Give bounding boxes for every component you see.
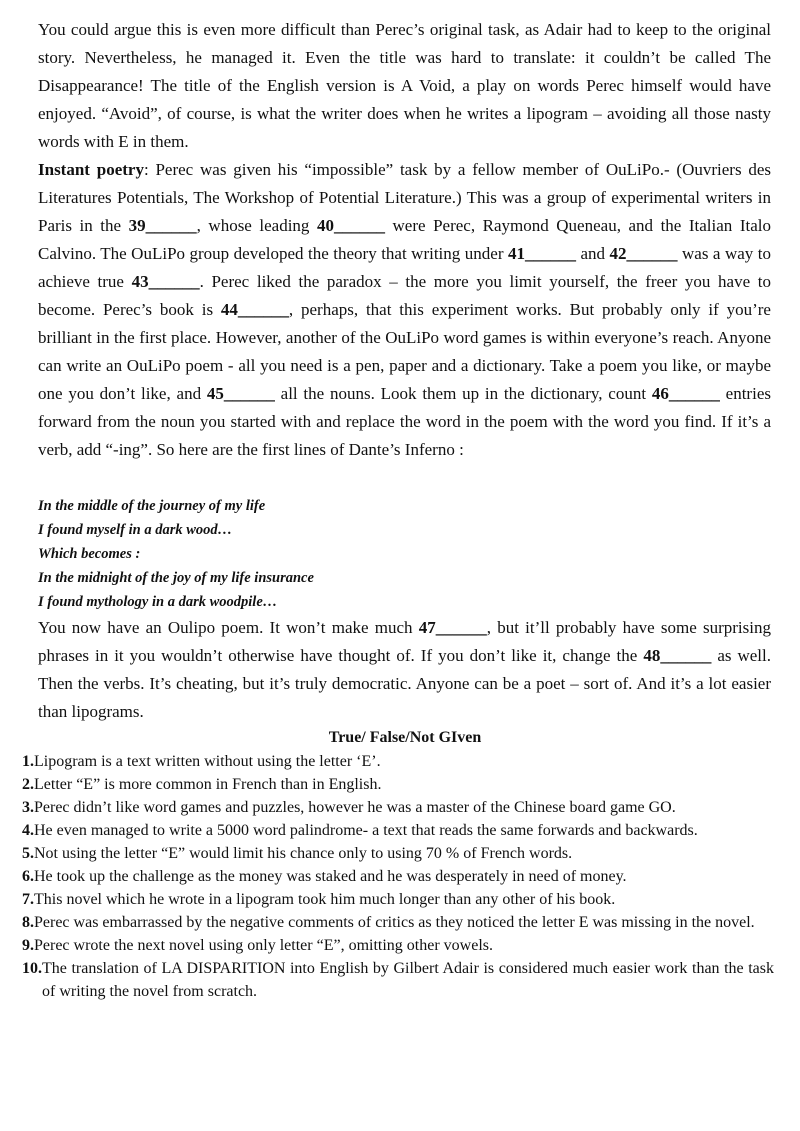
text-segment: , but it’ll probably have some surprising phrases in it you wouldn’t otherwise have thought of. If you don’t like it, change the — [38, 618, 771, 665]
question-text: Letter “E” is more common in French than in English. — [34, 776, 382, 793]
text-segment: . Perec liked the paradox – the more you limit yourself, the freer you have to become. Perec’s book is — [38, 272, 771, 319]
question-text: Perec wrote the next novel using only letter “E”, omitting other vowels. — [34, 937, 493, 954]
blank-47[interactable]: 47______ — [418, 618, 487, 637]
question-number: 1. — [22, 753, 34, 770]
poem-line: I found myself in a dark wood… — [38, 522, 233, 538]
blank-39[interactable]: 39______ — [128, 216, 197, 235]
question-text: Perec didn’t like word games and puzzles, however he was a master of the Chinese board game GO. — [34, 799, 676, 816]
section-title: True/ False/Not GIven — [328, 729, 482, 746]
question-number: 8. — [22, 914, 34, 931]
question-text: This novel which he wrote in a lipogram took him much longer than any other of his book. — [34, 891, 616, 908]
question-item[interactable] — [22, 750, 774, 773]
question-item[interactable] — [22, 842, 774, 865]
question-text: Lipogram is a text written without using the letter ‘E’. — [34, 753, 381, 770]
question-item[interactable] — [22, 911, 774, 934]
question-item[interactable] — [22, 819, 774, 842]
paragraph-instant-poetry — [38, 156, 771, 464]
question-item[interactable] — [22, 934, 774, 957]
blank-41[interactable]: 41______ — [507, 244, 576, 263]
text-segment: all the nouns. Look them up in the dictionary, count — [274, 384, 652, 403]
blank-46[interactable]: 46______ — [651, 384, 720, 403]
text-segment: were Perec, Raymond Queneau, and the Italian Italo Calvino. The OuLiPo group developed the theory that writing under — [38, 216, 771, 263]
question-list — [22, 750, 774, 1003]
question-text: He took up the challenge as the money was staked and he was desperately in need of money. — [34, 868, 627, 885]
question-number: 4. — [22, 822, 34, 839]
question-number: 10. — [22, 960, 42, 977]
blank-44[interactable]: 44______ — [220, 300, 289, 319]
paragraph-intro: You could argue this is even more difficult than Perec’s original task, as Adair had to keep to the original story. Nevertheless, he managed it. Even the title was hard to translate: it couldn’t be called The Disappearance! The title of the English version is A Void, a play on words Perec himself would have enjoyed. “Avoid”, of course, is what the writer does when he writes a lipogram – avoiding all those nasty words with E in them. — [38, 20, 771, 151]
question-number: 9. — [22, 937, 34, 954]
text-segment: : Perec was given his “impossible” task by a fellow member of OuLiPo.- (Ouvriers des Literatures Potentials, The Workshop of Potential Literature.) This was a group of experimental writers in Paris in the — [38, 160, 772, 235]
poem-line: In the midnight of the joy of my life insurance — [38, 570, 314, 586]
question-text: Not using the letter “E” would limit his chance only to using 70 % of French words. — [34, 845, 573, 862]
poem-line: In the middle of the journey of my life — [38, 498, 266, 514]
question-number: 3. — [22, 799, 34, 816]
text-segment: was a way to achieve true — [38, 244, 771, 291]
question-item[interactable] — [22, 888, 774, 911]
question-item[interactable] — [22, 865, 774, 888]
blank-43[interactable]: 43______ — [131, 272, 200, 291]
question-number: 5. — [22, 845, 34, 862]
blank-45[interactable]: 45______ — [206, 384, 275, 403]
poem-line: Which becomes : — [38, 546, 141, 562]
blank-42[interactable]: 42______ — [609, 244, 678, 263]
poem-line: I found mythology in a dark woodpile… — [38, 594, 278, 610]
question-text: Perec was embarrassed by the negative comments of critics as they noticed the letter E was missing in the novel. — [34, 914, 755, 931]
text-segment: , whose leading — [196, 216, 317, 235]
question-text: He even managed to write a 5000 word palindrome- a text that reads the same forwards and backwards. — [34, 822, 698, 839]
text-segment: You now have an Oulipo poem. It won’t make much — [38, 618, 419, 637]
text-segment: , perhaps, that this experiment works. But probably only if you’re brilliant in the first place. However, another of the OuLiPo word games is within everyone’s reach. Anyone can write an OuLiPo poem - all you need is a pen, paper and a dictionary. Take a poem you like, or maybe one you don’t like, and — [38, 300, 771, 403]
question-number: 7. — [22, 891, 34, 908]
blank-40[interactable]: 40______ — [316, 216, 385, 235]
text-segment: as well. Then the verbs. It’s cheating, but it’s truly democratic. Anyone can be a poet – sort of. And it’s a lot easier than lipograms. — [38, 646, 771, 721]
blank-48[interactable]: 48______ — [643, 646, 712, 665]
question-number: 2. — [22, 776, 34, 793]
question-item[interactable] — [22, 957, 774, 1003]
question-number: 6. — [22, 868, 34, 885]
section-heading: Instant poetry — [38, 160, 144, 179]
paragraph-oulipo-poem — [38, 614, 771, 726]
question-item[interactable] — [22, 773, 774, 796]
text-segment: entries forward from the noun you started with and replace the word in the poem with the word you find. If it’s a verb, add “-ing”. So here are the first lines of Dante’s Inferno : — [38, 384, 771, 459]
question-text: The translation of LA DISPARITION into English by Gilbert Adair is considered much easier work than the task of writing the novel from scratch. — [42, 960, 774, 1000]
question-item[interactable] — [22, 796, 774, 819]
text-segment: and — [575, 244, 610, 263]
